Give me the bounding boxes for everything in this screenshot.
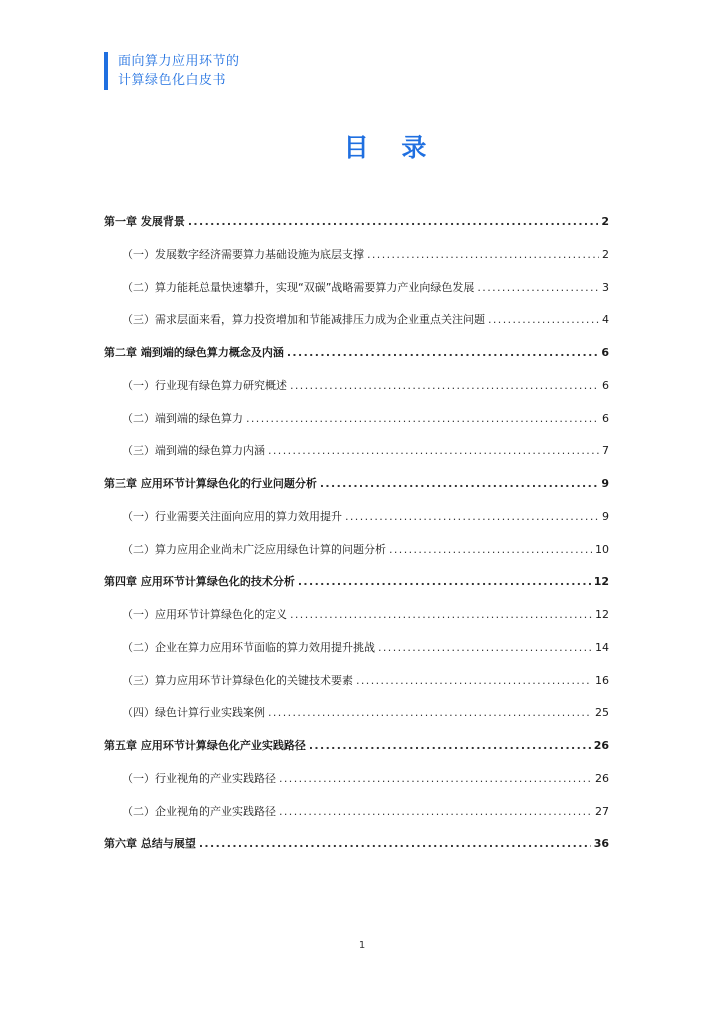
toc-section-entry[interactable] (104, 441, 609, 474)
toc-dot-leader (389, 540, 592, 560)
toc-section-entry[interactable] (104, 769, 609, 802)
toc-dot-leader (356, 671, 592, 691)
toc-chapter-entry[interactable] (104, 212, 609, 245)
toc-dot-leader (287, 343, 599, 363)
toc-entry-page: 6 (602, 411, 609, 425)
toc-dot-leader (188, 212, 599, 232)
toc-entry-title: 第六章 总结与展望 (104, 837, 196, 851)
toc-dot-leader (268, 703, 592, 723)
toc-section-entry[interactable] (104, 540, 609, 573)
toc-entry-title: （三）端到端的绿色算力内涵 (122, 444, 265, 458)
toc-section-entry[interactable] (104, 638, 609, 671)
toc-entry-page: 16 (595, 673, 609, 687)
toc-entry-title: （三）算力应用环节计算绿色化的关键技术要素 (122, 673, 353, 687)
toc-entry-page: 2 (602, 247, 609, 261)
toc-section-entry[interactable] (104, 605, 609, 638)
toc-dot-leader (246, 409, 599, 429)
toc-entry-title: （二）企业视角的产业实践路径 (122, 804, 276, 818)
toc-section-entry[interactable] (104, 376, 609, 409)
toc-entry-title: （一）应用环节计算绿色化的定义 (122, 608, 287, 621)
toc-chapter-entry[interactable] (104, 474, 609, 507)
toc-dot-leader (290, 605, 592, 625)
toc-entry-page: 7 (602, 444, 609, 458)
toc-section-entry[interactable] (104, 671, 609, 704)
toc-entry-title: （一）行业需要关注面向应用的算力效用提升 (122, 509, 342, 523)
toc-section-entry[interactable] (104, 703, 609, 736)
toc-dot-leader (290, 376, 599, 396)
toc-section-entry[interactable] (104, 409, 609, 442)
toc-entry-title: 第二章 端到端的绿色算力概念及内涵 (104, 346, 284, 359)
toc-entry-title: 第一章 发展背景 (104, 215, 185, 228)
toc-entry-title: （二）算力能耗总量快速攀升，实现“双碳”战略需要算力产业向绿色发展 (122, 280, 475, 294)
toc-entry-page: 6 (602, 378, 609, 392)
toc-entry-page: 36 (593, 837, 609, 851)
toc-entry-page: 12 (593, 575, 609, 589)
document-header (104, 52, 240, 90)
toc-dot-leader (488, 310, 599, 330)
toc-dot-leader (279, 769, 592, 789)
toc-entry-page: 25 (595, 706, 609, 720)
toc-dot-leader (378, 638, 592, 658)
toc-entry-page: 26 (593, 739, 609, 752)
toc-entry-title: 第四章 应用环节计算绿色化的技术分析 (104, 575, 295, 589)
toc-entry-title: 第三章 应用环节计算绿色化的行业问题分析 (104, 477, 317, 490)
toc-entry-page: 26 (595, 771, 609, 785)
page-number: 1 (358, 940, 366, 951)
header-line-2: 计算绿色化白皮书 (118, 73, 227, 88)
toc-entry-title: （二）算力应用企业尚未广泛应用绿色计算的问题分析 (122, 542, 386, 556)
toc-entry-page: 10 (595, 542, 609, 556)
toc-dot-leader (199, 834, 591, 854)
toc-entry-title: （一）行业视角的产业实践路径 (122, 771, 276, 785)
toc-dot-leader (345, 507, 599, 527)
toc-entry-title: （三）需求层面来看，算力投资增加和节能减排压力成为企业重点关注问题 (122, 313, 485, 327)
toc-section-entry[interactable] (104, 310, 609, 343)
toc-entry-page: 6 (601, 346, 609, 359)
toc-dot-leader (309, 736, 591, 756)
toc-entry-page: 9 (602, 509, 609, 523)
toc-dot-leader (320, 474, 599, 494)
toc-section-entry[interactable] (104, 802, 609, 835)
toc-dot-leader (367, 245, 599, 265)
toc-section-entry[interactable] (104, 278, 609, 311)
toc-entry-title: （四）绿色计算行业实践案例 (122, 706, 265, 720)
toc-dot-leader (298, 572, 591, 592)
toc-entry-page: 14 (595, 640, 609, 654)
toc-section-entry[interactable] (104, 507, 609, 540)
toc-entry-page: 3 (602, 280, 609, 294)
toc-dot-leader (477, 278, 599, 298)
toc-entry-page: 2 (601, 215, 609, 228)
table-of-contents (104, 212, 609, 867)
toc-entry-page: 27 (595, 804, 609, 818)
header-line-1: 面向算力应用环节的 (118, 54, 240, 69)
toc-entry-title: （一）发展数字经济需要算力基础设施为底层支撑 (122, 247, 364, 261)
toc-chapter-entry[interactable] (104, 572, 609, 605)
toc-entry-title: （二）端到端的绿色算力 (122, 411, 243, 425)
toc-dot-leader (268, 441, 599, 461)
toc-entry-title: （一）行业现有绿色算力研究概述 (122, 378, 287, 392)
toc-chapter-entry[interactable] (104, 736, 609, 769)
toc-section-entry[interactable] (104, 245, 609, 278)
toc-dot-leader (279, 802, 592, 822)
toc-entry-page: 12 (595, 608, 609, 621)
toc-entry-page: 4 (602, 313, 609, 327)
toc-chapter-entry[interactable] (104, 834, 609, 867)
toc-entry-title: （二）企业在算力应用环节面临的算力效用提升挑战 (122, 640, 375, 654)
toc-entry-title: 第五章 应用环节计算绿色化产业实践路径 (104, 739, 306, 752)
toc-entry-page: 9 (601, 477, 609, 490)
toc-title: 目 录 (343, 133, 439, 162)
toc-chapter-entry[interactable] (104, 343, 609, 376)
